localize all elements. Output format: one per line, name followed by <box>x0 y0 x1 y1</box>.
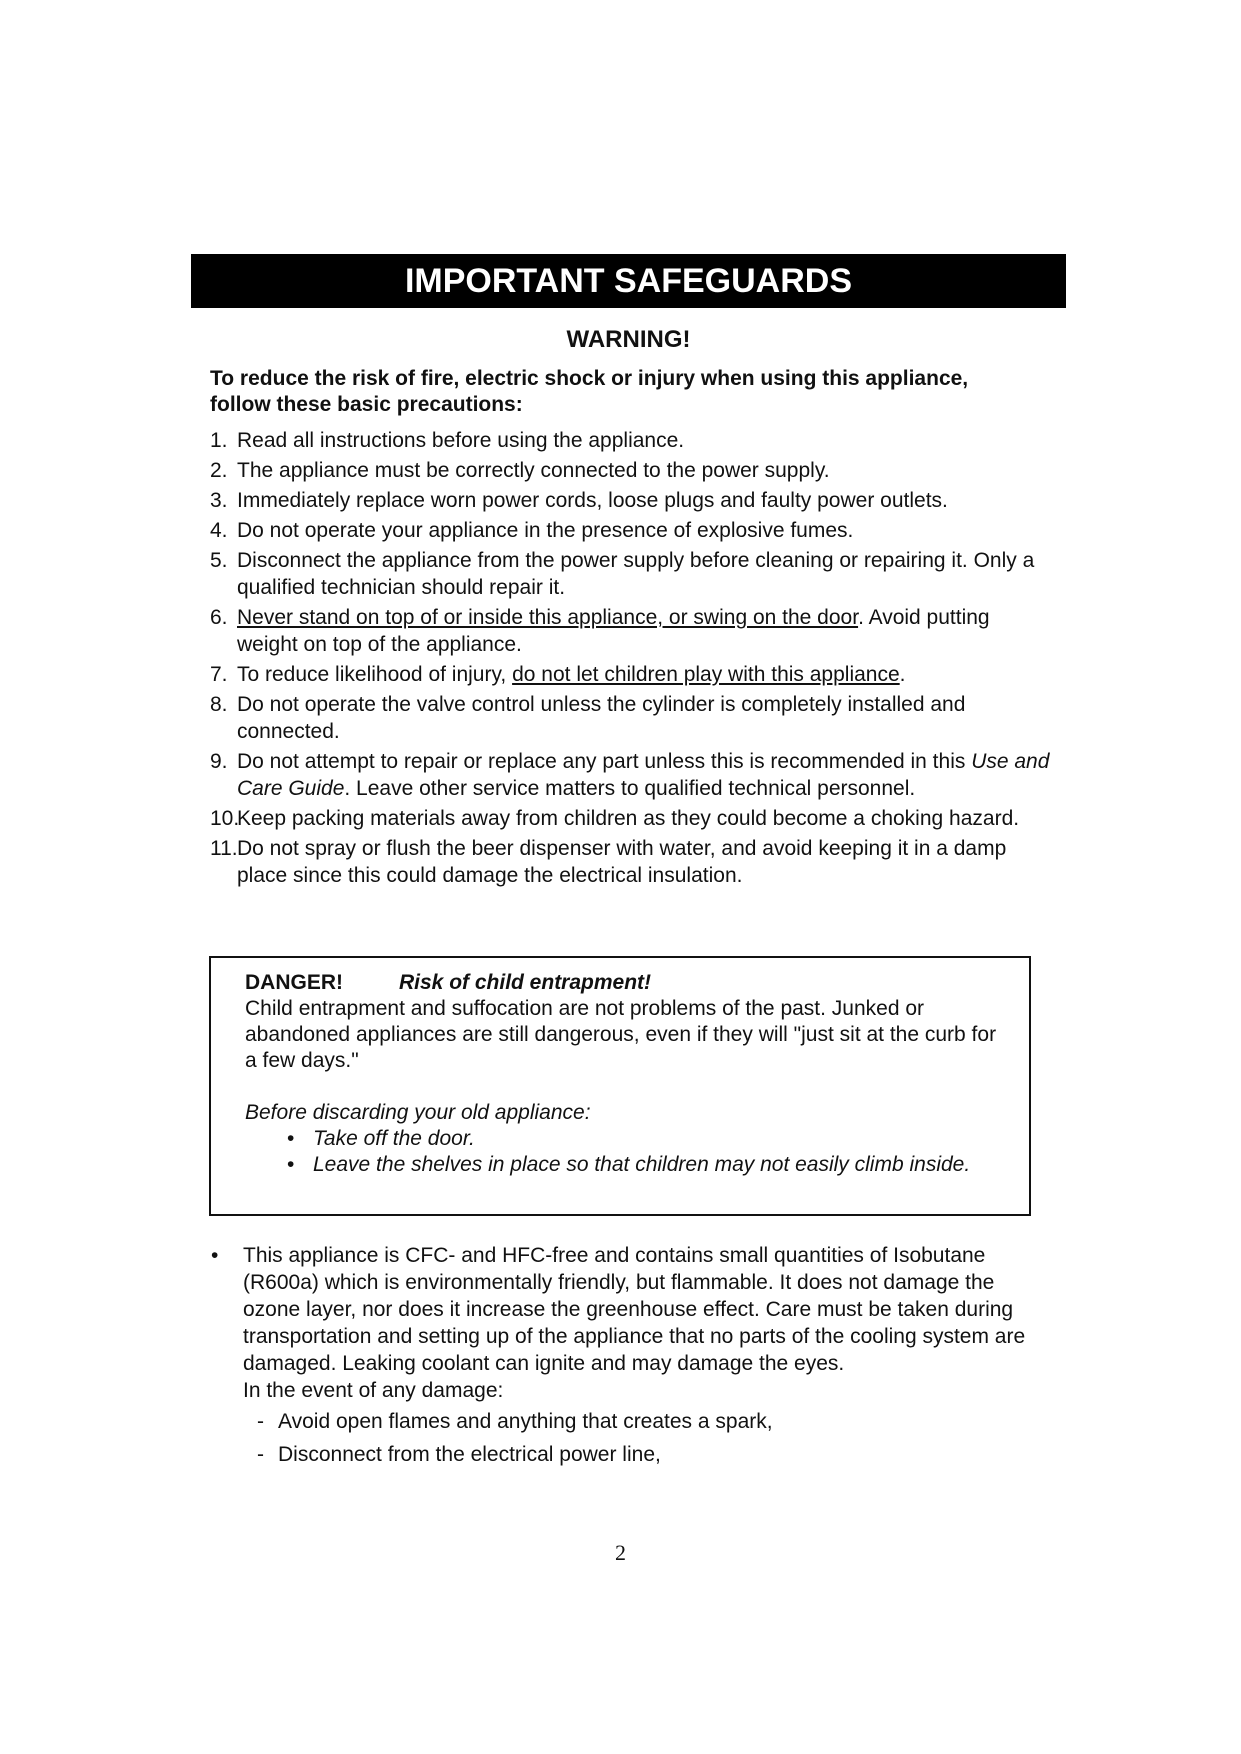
precaution-item <box>210 517 1050 544</box>
precaution-item <box>210 457 1050 484</box>
precaution-text: The appliance must be correctly connected to the power supply. <box>237 459 830 482</box>
precaution-item <box>210 661 1050 688</box>
precaution-prefix-text: To reduce likelihood of injury, <box>237 663 513 686</box>
precaution-prefix-text: Do not attempt to repair or replace any part unless this is recommended in this <box>237 750 972 773</box>
danger-box <box>209 956 1031 1216</box>
precaution-text: Do not spray or flush the beer dispenser with water, and avoid keeping it in a damp place since this could damage the electrical insulation. <box>237 837 1007 887</box>
precaution-number: 5. <box>210 549 228 572</box>
precaution-number: 3. <box>210 489 228 512</box>
precaution-number: 10. <box>210 807 240 830</box>
bullet-icon: • <box>287 1127 295 1150</box>
precaution-item <box>210 805 1050 832</box>
discard-step <box>287 1126 997 1152</box>
discard-step <box>287 1152 997 1178</box>
precaution-number: 1. <box>210 429 228 452</box>
precaution-number: 6. <box>210 606 228 629</box>
damage-action-text: Disconnect from the electrical power line, <box>278 1443 661 1466</box>
page-title-banner <box>191 254 1066 308</box>
precaution-item <box>210 487 1050 514</box>
precaution-text: . <box>899 663 906 686</box>
precaution-item <box>210 835 1050 889</box>
danger-subtitle: Risk of child entrapment! <box>399 971 652 994</box>
precaution-item <box>210 547 1050 601</box>
bullet-icon: • <box>287 1153 295 1176</box>
precaution-text: Do not operate the valve control unless the cylinder is completely installed and connected. <box>237 693 966 743</box>
discard-step-text: Take off the door. <box>313 1127 475 1150</box>
refrigerant-notice <box>243 1242 1043 1474</box>
precaution-number: 9. <box>210 750 228 773</box>
precaution-text: . Avoid putting weight on top of the appliance. <box>237 606 990 656</box>
precaution-text: Disconnect the appliance from the power supply before cleaning or repairing it. Only a qualified technician should repair it. <box>237 549 1035 599</box>
precaution-item <box>210 691 1050 745</box>
precaution-number: 2. <box>210 459 228 482</box>
damage-event-label: In the event of any damage: <box>243 1379 504 1402</box>
damage-actions-list <box>243 1408 1043 1468</box>
before-discarding-label: Before discarding your old appliance: <box>245 1101 591 1124</box>
danger-heading <box>245 970 997 996</box>
damage-action <box>257 1408 1043 1435</box>
dash-icon: - <box>257 1443 264 1466</box>
warning-intro: To reduce the risk of fire, electric shock or injury when using this appliance, follow these basic precautions: <box>210 367 969 416</box>
precaution-item <box>210 748 1050 802</box>
warning-heading: WARNING! <box>566 326 691 353</box>
precaution-number: 8. <box>210 693 228 716</box>
precaution-text: Keep packing materials away from children as they could become a choking hazard. <box>237 807 1020 830</box>
precaution-text: Do not operate your appliance in the presence of explosive fumes. <box>237 519 854 542</box>
danger-label: DANGER! <box>245 971 343 994</box>
guide-title: Use and Care Guide <box>237 750 1050 800</box>
damage-action-text: Avoid open flames and anything that creates a spark, <box>278 1410 773 1433</box>
precaution-underlined-text: do not let children play with this appliance <box>512 663 900 686</box>
damage-action <box>257 1441 1043 1468</box>
precaution-item <box>210 427 1050 454</box>
discard-step-text: Leave the shelves in place so that children may not easily climb inside. <box>313 1153 971 1176</box>
bullet-icon: • <box>211 1244 219 1267</box>
precaution-item <box>210 604 1050 658</box>
page-number: 2 <box>615 1540 626 1565</box>
precaution-number: 7. <box>210 663 228 686</box>
discard-steps-list <box>245 1126 997 1178</box>
precaution-text: . Leave other service matters to qualified technical personnel. <box>344 777 916 800</box>
precaution-number: 11. <box>210 837 238 860</box>
precaution-number: 4. <box>210 519 228 542</box>
precaution-text: Immediately replace worn power cords, loose plugs and faulty power outlets. <box>237 489 948 512</box>
precaution-underlined-text: Never stand on top of or inside this appliance, or swing on the door <box>237 606 859 629</box>
page-title: IMPORTANT SAFEGUARDS <box>404 262 853 300</box>
dash-icon: - <box>257 1410 264 1433</box>
danger-body: Child entrapment and suffocation are not problems of the past. Junked or abandoned appliances are still dangerous, even if they will "just sit at the curb for a few days." <box>245 997 997 1072</box>
precautions-list <box>210 427 1050 892</box>
precaution-text: Read all instructions before using the appliance. <box>237 429 685 452</box>
refrigerant-text: This appliance is CFC- and HFC-free and contains small quantities of Isobutane (R600a) which is environmentally friendly, but flammable. It does not damage the ozone layer, nor does it increase the greenhouse effect. Care must be taken during transportation and setting up of the appliance that no parts of the cooling system are damaged. Leaking coolant can ignite and may damage the eyes. <box>243 1244 1026 1375</box>
